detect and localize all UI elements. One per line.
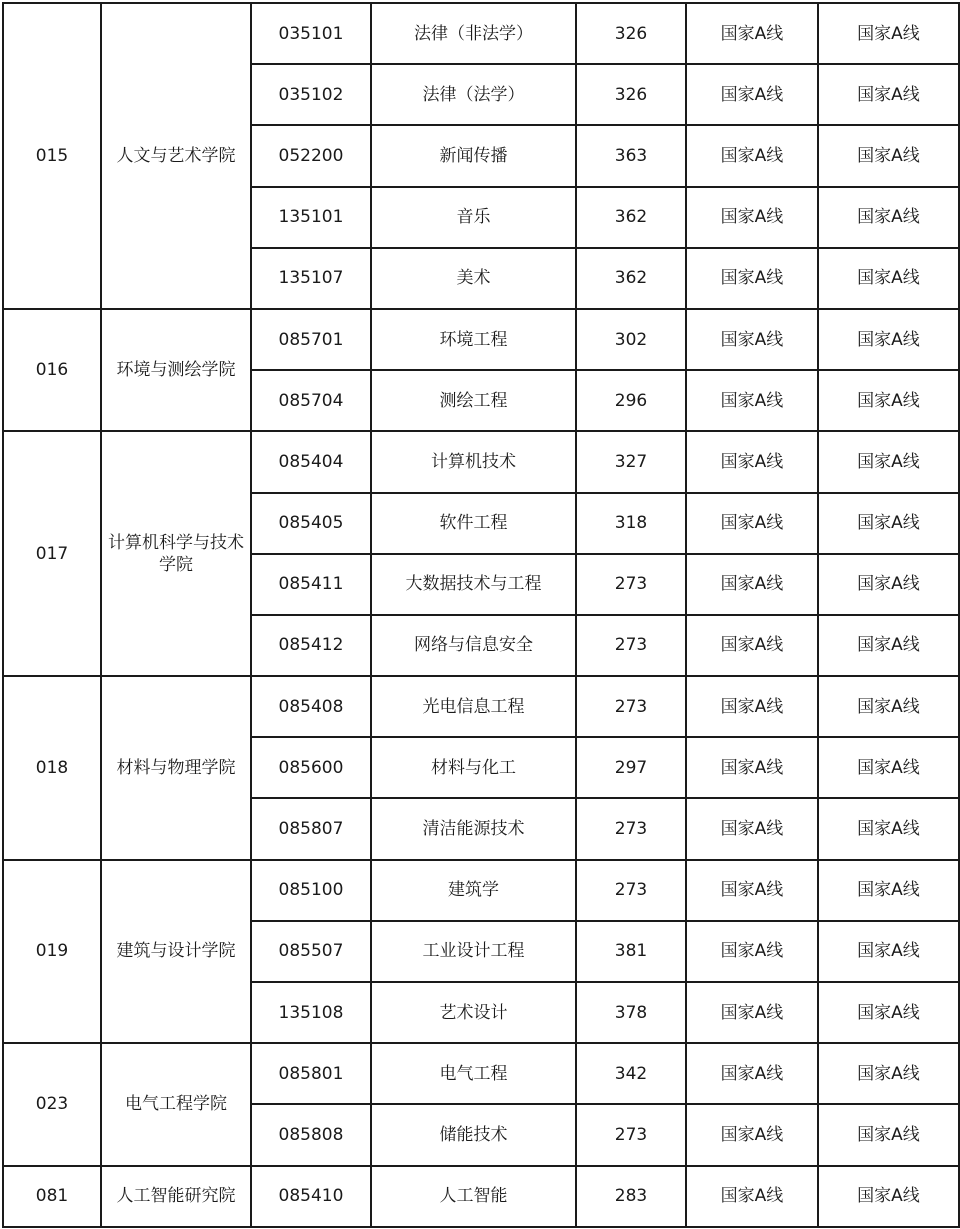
score-cell: 363: [576, 125, 686, 186]
major-name-cell: 人工智能: [371, 1166, 576, 1227]
major-name-cell: 储能技术: [371, 1104, 576, 1165]
score-line-cell: 国家A线: [686, 187, 818, 248]
major-name-cell: 建筑学: [371, 860, 576, 921]
major-name-cell: 测绘工程: [371, 370, 576, 431]
score-line-cell-2: 国家A线: [818, 921, 959, 982]
major-name-cell: 美术: [371, 248, 576, 309]
score-cell: 326: [576, 64, 686, 125]
college-name-cell: 计算机科学与技术学院: [101, 431, 251, 676]
major-name-cell: 大数据技术与工程: [371, 554, 576, 615]
score-cell: 342: [576, 1043, 686, 1104]
table-row: [3, 860, 959, 921]
major-name-cell: 网络与信息安全: [371, 615, 576, 676]
college-code-cell: 019: [3, 860, 101, 1044]
score-line-cell: 国家A线: [686, 370, 818, 431]
score-cell: 273: [576, 1104, 686, 1165]
score-cell: 273: [576, 615, 686, 676]
score-cell: 362: [576, 248, 686, 309]
major-code-cell: 085404: [251, 431, 371, 492]
score-line-cell: 国家A线: [686, 798, 818, 859]
major-code-cell: 135108: [251, 982, 371, 1043]
score-line-cell-2: 国家A线: [818, 860, 959, 921]
major-code-cell: 085412: [251, 615, 371, 676]
score-cell: 362: [576, 187, 686, 248]
score-line-cell-2: 国家A线: [818, 982, 959, 1043]
major-code-cell: 085507: [251, 921, 371, 982]
major-code-cell: 085408: [251, 676, 371, 737]
score-line-cell-2: 国家A线: [818, 3, 959, 64]
score-cell: 296: [576, 370, 686, 431]
table-row: [3, 309, 959, 370]
score-line-cell-2: 国家A线: [818, 431, 959, 492]
table-row: [3, 1043, 959, 1104]
major-name-cell: 计算机技术: [371, 431, 576, 492]
major-code-cell: 085801: [251, 1043, 371, 1104]
score-cell: 378: [576, 982, 686, 1043]
college-name-cell: 环境与测绘学院: [101, 309, 251, 431]
college-code-cell: 081: [3, 1166, 101, 1227]
major-name-cell: 材料与化工: [371, 737, 576, 798]
score-cell: 302: [576, 309, 686, 370]
score-line-cell-2: 国家A线: [818, 737, 959, 798]
major-code-cell: 085701: [251, 309, 371, 370]
major-code-cell: 135107: [251, 248, 371, 309]
table-row: [3, 431, 959, 492]
table-row: [3, 3, 959, 64]
score-cell: 318: [576, 493, 686, 554]
score-line-cell: 国家A线: [686, 737, 818, 798]
score-line-cell: 国家A线: [686, 1043, 818, 1104]
score-cell: 283: [576, 1166, 686, 1227]
major-code-cell: 085704: [251, 370, 371, 431]
score-line-cell: 国家A线: [686, 3, 818, 64]
major-name-cell: 清洁能源技术: [371, 798, 576, 859]
major-name-cell: 工业设计工程: [371, 921, 576, 982]
score-line-cell-2: 国家A线: [818, 309, 959, 370]
score-line-cell-2: 国家A线: [818, 248, 959, 309]
major-code-cell: 085807: [251, 798, 371, 859]
college-code-cell: 018: [3, 676, 101, 860]
score-line-cell-2: 国家A线: [818, 370, 959, 431]
score-line-cell-2: 国家A线: [818, 676, 959, 737]
college-name-cell: 材料与物理学院: [101, 676, 251, 860]
score-line-cell-2: 国家A线: [818, 187, 959, 248]
score-line-cell: 国家A线: [686, 860, 818, 921]
table-row: [3, 676, 959, 737]
college-name-cell: 人工智能研究院: [101, 1166, 251, 1227]
score-cell: 273: [576, 676, 686, 737]
major-code-cell: 085808: [251, 1104, 371, 1165]
score-line-cell-2: 国家A线: [818, 493, 959, 554]
score-cell: 297: [576, 737, 686, 798]
score-line-cell-2: 国家A线: [818, 554, 959, 615]
major-code-cell: 085411: [251, 554, 371, 615]
score-line-cell-2: 国家A线: [818, 1043, 959, 1104]
major-name-cell: 环境工程: [371, 309, 576, 370]
score-line-cell: 国家A线: [686, 554, 818, 615]
score-line-cell: 国家A线: [686, 64, 818, 125]
major-name-cell: 艺术设计: [371, 982, 576, 1043]
score-line-cell-2: 国家A线: [818, 125, 959, 186]
major-code-cell: 035102: [251, 64, 371, 125]
major-name-cell: 法律（非法学）: [371, 3, 576, 64]
score-line-cell: 国家A线: [686, 309, 818, 370]
major-name-cell: 音乐: [371, 187, 576, 248]
major-name-cell: 法律（法学）: [371, 64, 576, 125]
score-cell: 273: [576, 798, 686, 859]
table-body: [3, 3, 959, 1227]
major-code-cell: 085410: [251, 1166, 371, 1227]
college-code-cell: 023: [3, 1043, 101, 1165]
score-line-cell: 国家A线: [686, 921, 818, 982]
major-code-cell: 085100: [251, 860, 371, 921]
score-line-cell: 国家A线: [686, 676, 818, 737]
score-line-cell-2: 国家A线: [818, 1104, 959, 1165]
major-name-cell: 软件工程: [371, 493, 576, 554]
major-name-cell: 新闻传播: [371, 125, 576, 186]
major-code-cell: 135101: [251, 187, 371, 248]
college-code-cell: 017: [3, 431, 101, 676]
major-code-cell: 085405: [251, 493, 371, 554]
score-cell: 273: [576, 554, 686, 615]
score-line-cell-2: 国家A线: [818, 615, 959, 676]
major-name-cell: 光电信息工程: [371, 676, 576, 737]
college-name-cell: 电气工程学院: [101, 1043, 251, 1165]
score-line-cell: 国家A线: [686, 982, 818, 1043]
score-line-cell-2: 国家A线: [818, 64, 959, 125]
score-cell: 381: [576, 921, 686, 982]
score-line-cell: 国家A线: [686, 615, 818, 676]
college-code-cell: 015: [3, 3, 101, 309]
score-line-cell: 国家A线: [686, 431, 818, 492]
score-line-cell: 国家A线: [686, 125, 818, 186]
table-row: [3, 1166, 959, 1227]
score-line-cell: 国家A线: [686, 1104, 818, 1165]
score-line-cell-2: 国家A线: [818, 798, 959, 859]
score-cell: 326: [576, 3, 686, 64]
score-line-cell-2: 国家A线: [818, 1166, 959, 1227]
score-line-cell: 国家A线: [686, 1166, 818, 1227]
score-line-cell: 国家A线: [686, 493, 818, 554]
major-code-cell: 085600: [251, 737, 371, 798]
college-name-cell: 人文与艺术学院: [101, 3, 251, 309]
score-cell: 327: [576, 431, 686, 492]
college-name-cell: 建筑与设计学院: [101, 860, 251, 1044]
score-cell: 273: [576, 860, 686, 921]
college-code-cell: 016: [3, 309, 101, 431]
major-code-cell: 035101: [251, 3, 371, 64]
major-code-cell: 052200: [251, 125, 371, 186]
major-name-cell: 电气工程: [371, 1043, 576, 1104]
admission-score-table: [2, 2, 960, 1228]
score-line-cell: 国家A线: [686, 248, 818, 309]
